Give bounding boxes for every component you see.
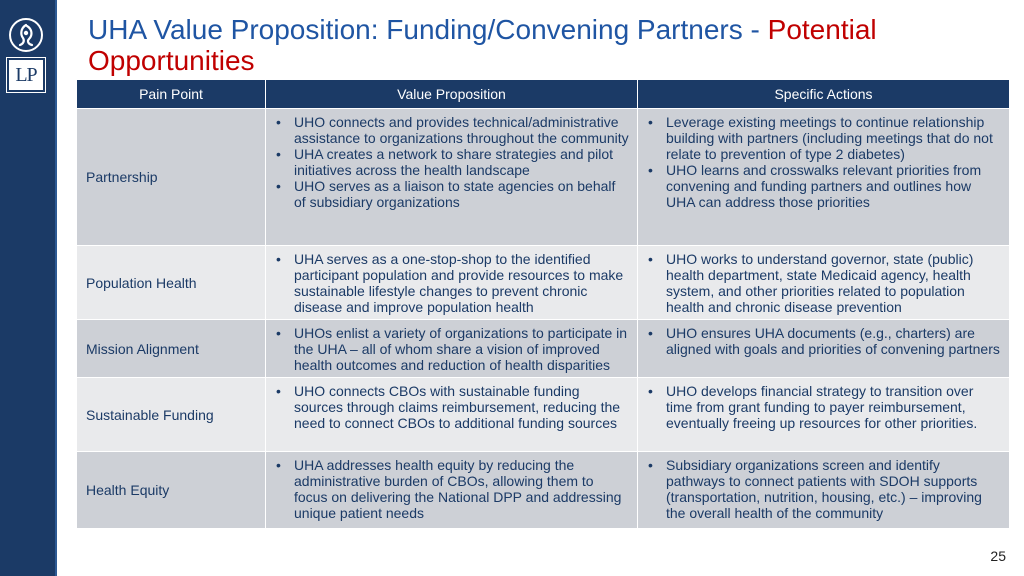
value-bullet: • UHO serves as a liaison to state agencies on behalf of subsidiary organizations <box>294 178 629 210</box>
sidebar-divider <box>55 0 57 576</box>
title-main: UHA Value Proposition: Funding/Convening Partners - <box>88 14 768 45</box>
lp-logo: LP <box>7 58 45 92</box>
pain-point-cell: Sustainable Funding <box>77 378 266 452</box>
actions-cell <box>638 452 1010 529</box>
title-highlight: Potential Opportunities <box>88 14 877 76</box>
value-cell <box>266 320 638 378</box>
action-bullet: • Leverage existing meetings to continue relationship building with partners (including meetings that do not relate to prevention of type 2 diabetes) <box>666 114 1001 162</box>
value-cell <box>266 109 638 246</box>
header-specific-actions: Specific Actions <box>638 80 1010 109</box>
pain-point-cell: Partnership <box>77 109 266 246</box>
action-bullet: • UHO works to understand governor, state (public) health department, state Medicaid agency, health system, and other priorities related to population health and chronic disease prevention <box>666 251 1001 315</box>
actions-cell <box>638 246 1010 320</box>
action-bullet: • UHO learns and crosswalks relevant priorities from convening and funding partners and outlines how UHA can address those priorities <box>666 162 1001 210</box>
value-cell <box>266 452 638 529</box>
slide-title <box>88 14 988 76</box>
value-proposition-table <box>76 79 1010 529</box>
pain-point-cell: Health Equity <box>77 452 266 529</box>
table-row <box>77 452 1010 529</box>
pain-point-cell: Population Health <box>77 246 266 320</box>
action-bullet: • UHO develops financial strategy to transition over time from grant funding to payer reimbursement, eventually freeing up resources for other priorities. <box>666 383 1001 431</box>
table-header-row <box>77 80 1010 109</box>
actions-cell <box>638 378 1010 452</box>
action-bullet: • Subsidiary organizations screen and identify pathways to connect patients with SDOH supports (transportation, nutrition, housing, etc.) – improving the overall health of the community <box>666 457 1001 521</box>
actions-cell <box>638 320 1010 378</box>
value-cell <box>266 246 638 320</box>
table-row <box>77 378 1010 452</box>
value-cell <box>266 378 638 452</box>
table-row <box>77 320 1010 378</box>
action-bullet: • UHO ensures UHA documents (e.g., charters) are aligned with goals and priorities of convening partners <box>666 325 1001 357</box>
page-number: 25 <box>990 548 1006 564</box>
value-bullet: • UHA serves as a one-stop-shop to the identified participant population and provide resources to make sustainable lifestyle changes to prevent chronic disease and improve population health <box>294 251 629 315</box>
value-bullet: • UHO connects and provides technical/administrative assistance to organizations throughout the community <box>294 114 629 146</box>
value-bullet: • UHA addresses health equity by reducing the administrative burden of CBOs, allowing them to focus on delivering the National DPP and addressing unique patient needs <box>294 457 629 521</box>
actions-cell <box>638 109 1010 246</box>
header-value-proposition: Value Proposition <box>266 80 638 109</box>
value-bullet: • UHOs enlist a variety of organizations to participate in the UHA – all of whom share a vision of improved health outcomes and reduction of health disparities <box>294 325 629 373</box>
value-bullet: • UHO connects CBOs with sustainable funding sources through claims reimbursement, reducing the need to connect CBOs to additional funding sources <box>294 383 629 431</box>
pain-point-cell: Mission Alignment <box>77 320 266 378</box>
table-row <box>77 109 1010 246</box>
emblem-logo-icon <box>9 18 43 52</box>
header-pain-point: Pain Point <box>77 80 266 109</box>
value-bullet: • UHA creates a network to share strategies and pilot initiatives across the health landscape <box>294 146 629 178</box>
table-row <box>77 246 1010 320</box>
